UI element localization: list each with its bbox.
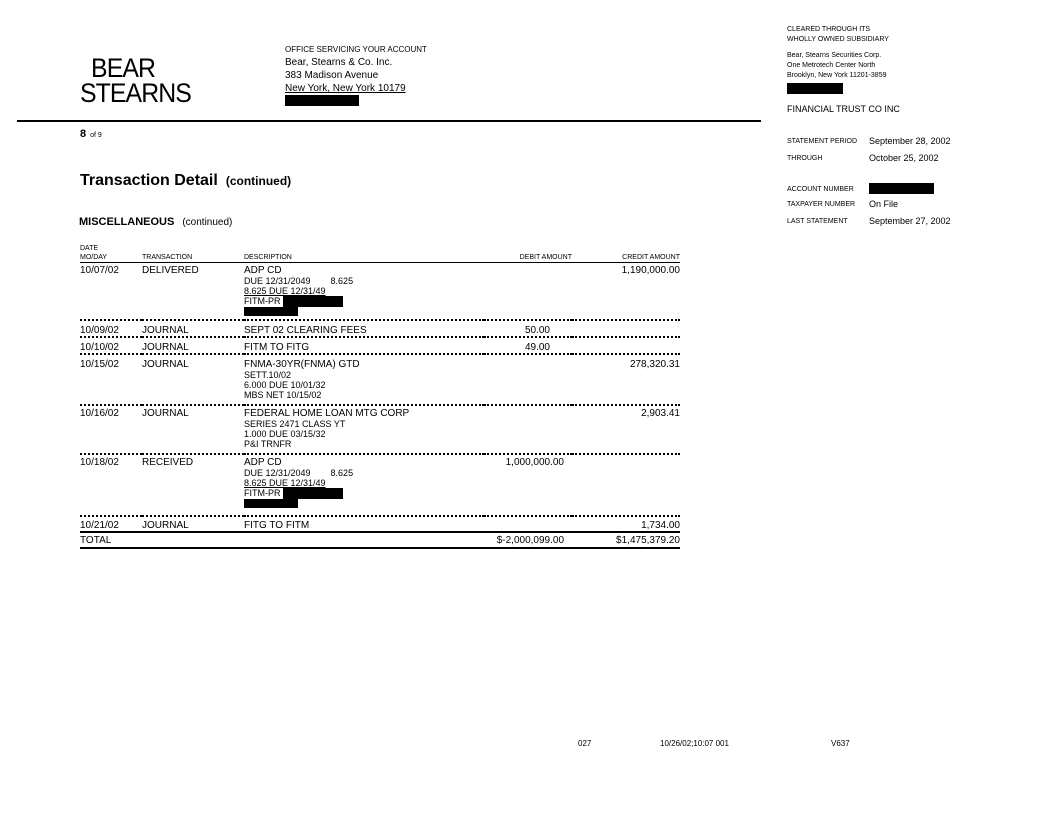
- account-number-label: ACCOUNT NUMBER: [787, 186, 854, 193]
- total-debit: $-2,000,099.00: [484, 532, 572, 548]
- footer-timestamp: 10/26/02;10:07 001: [660, 739, 729, 748]
- clearing-line-1: CLEARED THROUGH ITS: [787, 26, 871, 33]
- section-continued: (continued): [182, 217, 233, 228]
- office-label: OFFICE SERVICING YOUR ACCOUNT: [285, 45, 427, 54]
- col-credit: CREDIT AMOUNT: [572, 244, 680, 263]
- account-name: FINANCIAL TRUST CO INC: [787, 104, 900, 114]
- office-name: Bear, Stearns & Co. Inc.: [285, 57, 393, 68]
- last-statement-value: September 27, 2002: [869, 216, 951, 226]
- bear-stearns-logo: [80, 53, 191, 108]
- office-city: New York, New York 10179: [285, 83, 406, 94]
- last-statement-label: LAST STATEMENT: [787, 218, 848, 225]
- page-current: 8: [80, 128, 87, 140]
- clearing-line-2: WHOLLY OWNED SUBSIDIARY: [787, 36, 889, 43]
- table-row: 10/10/02 JOURNAL FITM TO FITG 49.00: [80, 337, 680, 354]
- office-address: [285, 43, 427, 110]
- col-debit: DEBIT AMOUNT: [484, 244, 572, 263]
- through-value: October 25, 2002: [869, 153, 939, 163]
- page-title: [80, 172, 291, 190]
- section-name: MISCELLANEOUS: [79, 216, 175, 228]
- logo-line-2: STEARNS: [80, 78, 191, 108]
- total-label: TOTAL: [80, 532, 484, 548]
- clearing-city: Brooklyn, New York 11201-3859: [787, 72, 887, 79]
- table-row: 10/18/02 RECEIVED ADP CD DUE 12/31/2049 8.625 8.625 DUE 12/31/49 FITM-PR 1,000,000.00: [80, 454, 680, 516]
- total-credit: $1,475,379.20: [572, 532, 680, 548]
- title-continued: (continued): [225, 174, 292, 188]
- statement-period-label: STATEMENT PERIOD: [787, 138, 858, 145]
- table-header: [80, 244, 680, 263]
- redaction-block: [285, 95, 359, 106]
- section-heading: [79, 216, 232, 228]
- transaction-table: [80, 244, 680, 549]
- col-date: DATE MO/DAY: [80, 244, 142, 263]
- clearing-info: [787, 25, 900, 114]
- col-transaction: TRANSACTION: [142, 244, 244, 263]
- title-text: Transaction Detail: [80, 172, 218, 189]
- clearing-street: One Metrotech Center North: [787, 62, 876, 69]
- through-label: THROUGH: [787, 155, 823, 162]
- footer-code-2: V637: [831, 739, 850, 748]
- office-street: 383 Madison Avenue: [285, 70, 379, 81]
- table-row: [80, 263, 680, 321]
- table-row: 10/16/02 JOURNAL FEDERAL HOME LOAN MTG CORP SERIES 2471 CLASS YT 1.000 DUE 03/15/32 P&I TRNFR 2,903.41: [80, 405, 680, 454]
- logo-line-1: BEAR: [91, 53, 156, 83]
- clearing-firm: Bear, Stearns Securities Corp.: [787, 52, 882, 59]
- table-row: 10/21/02 JOURNAL FITG TO FITM 1,734.00: [80, 516, 680, 532]
- redaction-block: [244, 499, 298, 508]
- col-description: DESCRIPTION: [244, 244, 484, 263]
- redaction-block: [283, 488, 343, 499]
- page-number: [80, 128, 102, 140]
- account-number-redacted: [869, 183, 934, 194]
- row-debit: [484, 263, 572, 321]
- row-description: ADP CD DUE 12/31/2049 8.625 8.625 DUE 12/31/49 FITM-PR: [244, 263, 484, 321]
- taxpayer-label: TAXPAYER NUMBER: [787, 201, 856, 208]
- table-row: 10/09/02 JOURNAL SEPT 02 CLEARING FEES 50.00: [80, 320, 680, 337]
- redaction-block: [787, 83, 843, 94]
- taxpayer-value: On File: [869, 199, 899, 209]
- redaction-block: [244, 307, 298, 316]
- statement-period-value: September 28, 2002: [869, 136, 951, 146]
- row-date: 10/07/02: [80, 265, 119, 276]
- page-total: of 9: [90, 132, 102, 139]
- total-row: [80, 532, 680, 548]
- row-type: DELIVERED: [142, 265, 199, 276]
- table-row: 10/15/02 JOURNAL FNMA-30YR(FNMA) GTD SETT.10/02 6.000 DUE 10/01/32 MBS NET 10/15/02 278,320.31: [80, 354, 680, 405]
- redaction-block: [283, 296, 343, 307]
- row-credit: 1,190,000.00: [621, 265, 680, 276]
- header-rule: [17, 120, 761, 122]
- footer-code: 027: [578, 739, 592, 748]
